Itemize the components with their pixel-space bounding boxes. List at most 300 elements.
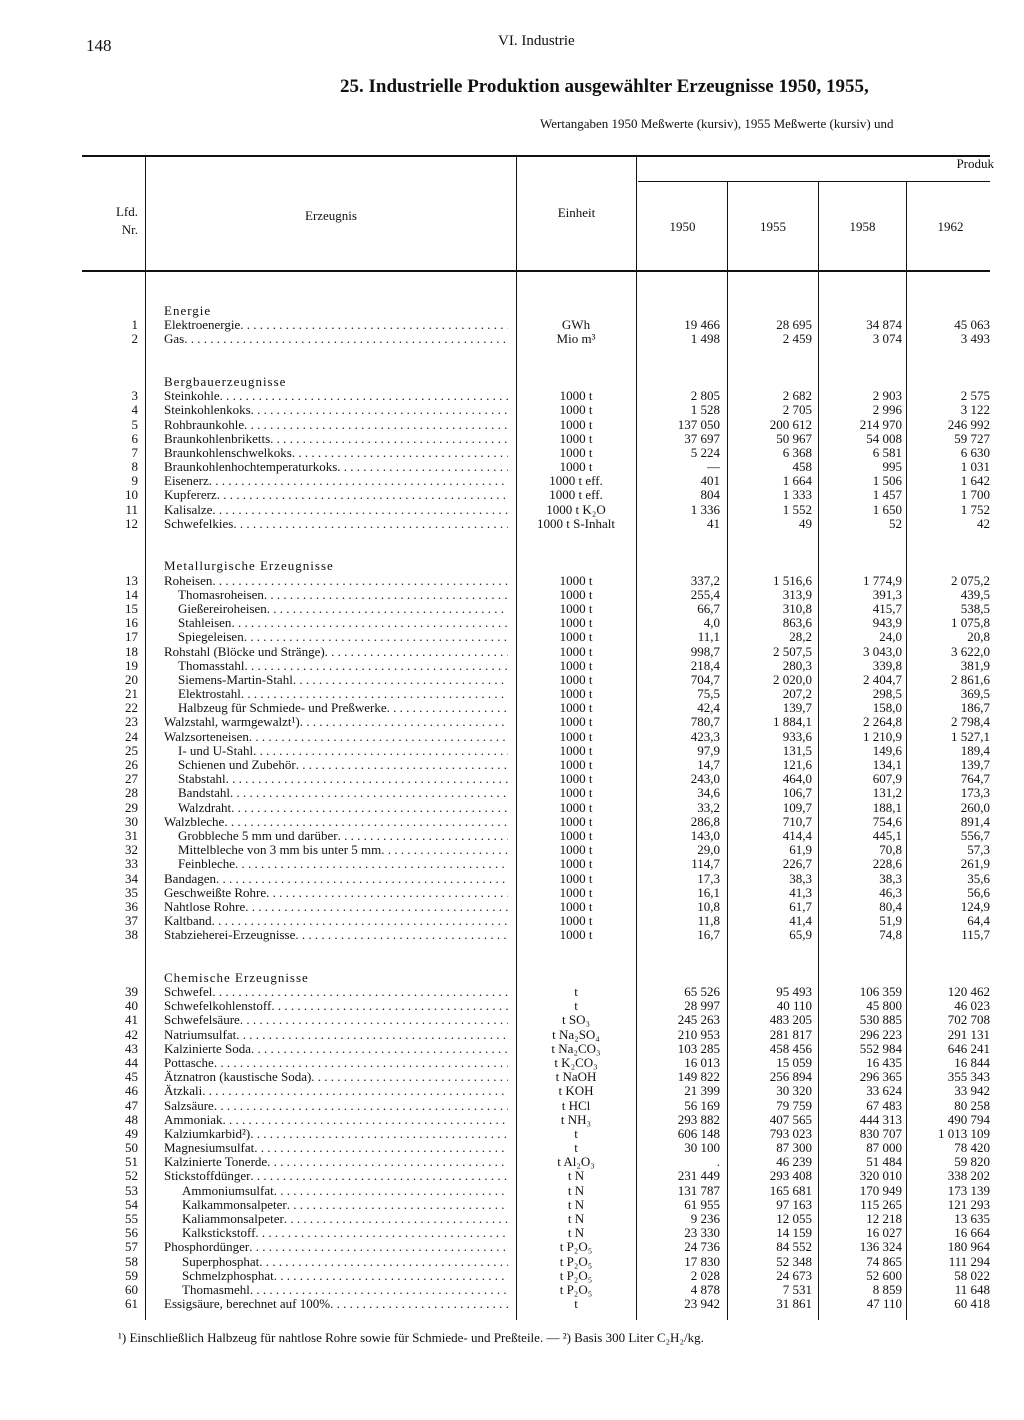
value-cell-1958: 444 313 [859,1112,902,1127]
dot-leader [235,857,508,871]
product-label: Steinkohle [164,389,220,404]
value-cell-1950: 75,5 [697,687,720,702]
value-cell-1958: 131,2 [872,786,902,801]
row-number: 16 [125,616,138,631]
product-name [164,588,508,602]
product-name [164,928,508,942]
unit-cell: 1000 t [559,616,593,631]
unit-cell: t P₂O₅ [559,1240,593,1255]
value-cell-1955: 1 664 [782,474,812,489]
unit-cell: t N [567,1212,585,1226]
product-label: Ammoniumsulfat [182,1183,274,1198]
row-number: 24 [125,729,138,744]
table-subtitle: Wertangaben 1950 Meßwerte (kursiv), 1955 Meßwerte (kursiv) und [540,116,894,131]
product-name [164,602,508,616]
value-cell-1958: 34 874 [866,318,902,333]
value-cell-1950: 41 [707,516,720,531]
product-label: Schmelzphosphat [182,1268,274,1283]
row-number: 26 [125,758,138,772]
product-label: Gießereiroheisen [178,601,267,616]
value-cell-1962: 33 942 [954,1084,990,1099]
product-label: Ammoniak [164,1112,223,1127]
row-number: 47 [125,1098,138,1113]
unit-cell: 1000 t [559,445,593,460]
value-cell-1950: 24 736 [684,1240,720,1255]
value-cell-1950: 23 330 [684,1226,720,1241]
dot-leader [296,758,508,772]
value-cell-1955: 65,9 [789,928,812,943]
value-cell-1950: 114,7 [691,857,720,872]
spacer-row [86,957,138,971]
product-name [164,1127,508,1141]
value-cell-1958: 3 074 [872,332,902,347]
value-cell-1962: 60 418 [954,1297,990,1312]
value-cell-1958: 1 506 [872,474,902,489]
value-cell-1962: 1 642 [960,474,990,489]
row-number: 61 [125,1297,138,1312]
dot-leader [259,1255,508,1269]
value-cell-1958: 115 265 [860,1197,902,1212]
product-name [164,843,508,857]
unit-cell: 1000 t [559,601,593,616]
product-label: Roheisen [164,573,213,588]
unit-cell: 1000 t [559,431,593,446]
product-label: Mittelbleche von 3 mm bis unter 5 mm [178,843,382,858]
value-cell-1958: 16 435 [866,1055,902,1070]
product-label: Kalkstickstoff [182,1226,256,1241]
product-name [164,701,508,715]
value-cell-1962: 3 622,0 [951,644,990,659]
product-label: Phosphordünger [164,1240,250,1255]
unit-cell: 1000 t [559,630,593,645]
value-cell-1950: 401 [700,474,720,489]
product-name [164,1198,508,1212]
product-label: Natriumsulfat [164,1027,237,1042]
value-cell-1955: 293 408 [769,1169,812,1184]
value-cell-1962: 3 493 [960,332,990,347]
value-cell-1955: 710,7 [782,814,812,829]
value-cell-1962: 1 752 [960,502,990,517]
product-label: Halbzeug für Schmiede- und Preßwerke [178,701,387,716]
row-number: 39 [125,985,138,999]
dot-leader [244,418,508,432]
dot-leader [224,815,508,829]
product-name [164,715,508,729]
unit-cell: 1000 t [559,871,593,886]
value-cell-1950: 33,2 [697,800,720,815]
unit-cell: 1000 t [559,701,593,716]
spacer-row [520,942,632,956]
value-cell-1955: 79 759 [776,1098,812,1113]
value-cell-1962: 2 575 [960,389,990,404]
product-name [164,659,508,673]
unit-cell: t NaOH [555,1070,597,1085]
value-cell-1955: 28,2 [789,630,812,645]
unit-cell: 1000 t [559,772,593,787]
value-cell-1962: 173,3 [960,786,990,801]
product-label: Nahtlose Rohre [164,899,246,914]
unit-cell: t Al₂O₃ [557,1155,595,1170]
unit-cell: 1000 t [559,843,593,858]
value-cell-1962: 189,4 [960,743,990,758]
row-number: 5 [131,417,138,432]
value-cell-1962: 439,5 [960,587,990,602]
product-label: Kalzinierte Soda [164,1041,251,1056]
row-number: 12 [125,516,138,531]
dot-leader [214,1099,508,1113]
value-cell-1950: 998,7 [690,644,720,659]
dot-leader [212,503,508,517]
value-cell-1962: 56,6 [967,885,990,900]
dot-leader [244,630,508,644]
dot-leader [311,1070,508,1084]
value-cell-1958: 33 624 [866,1084,902,1099]
value-cell-1958: 320 010 [859,1169,902,1184]
value-cell-1958: 214 970 [859,417,902,432]
value-cell-1962: 80 258 [954,1098,990,1113]
unit-cell: 1000 t [559,914,593,929]
spacer-row [520,361,632,375]
value-cell-1955: 1 333 [782,488,812,503]
product-name [164,999,508,1013]
product-label: Bandstahl [178,786,230,801]
unit-cell: 1000 t S-Inhalt [537,516,615,531]
spacer-row [520,347,632,361]
value-cell-1955: 97 163 [776,1197,812,1212]
value-cell-1950: 780,7 [690,715,720,730]
row-number: 15 [125,601,138,616]
unit-cell: 1000 t K₂O [546,502,606,517]
unit-cell: 1000 t [559,828,593,843]
value-cell-1958: 339,8 [872,658,902,673]
value-cell-1950: 16,1 [697,885,720,900]
product-label: I- und U-Stahl [178,743,254,758]
product-name [164,1070,508,1084]
product-name [164,488,508,502]
value-cell-1962: 260,0 [960,800,990,815]
value-cell-1962: 2 798,4 [951,715,990,730]
product-label: Walzstahl, warmgewalzt¹) [164,715,300,730]
value-cell-1958: 296 365 [859,1070,902,1085]
product-name [164,1099,508,1113]
value-cell-1950: 97,9 [697,743,720,758]
value-cell-1950: 804 [700,488,720,503]
value-cell-1955: 2 705 [782,403,812,418]
value-cell-1962: 381,9 [960,658,990,673]
spacer-row [640,361,720,375]
dot-leader [249,730,508,744]
value-cell-1950: 231 449 [677,1169,720,1184]
unit-cell: 1000 t [559,899,593,914]
product-label: Rohbraunkohle [164,417,245,432]
product-label: Schwefelkohlenstoff [164,999,272,1014]
value-cell-1962: 1 031 [960,460,990,475]
unit-cell: GWh [561,318,591,333]
dot-leader [267,1155,508,1169]
value-cell-1962: 64,4 [967,914,990,929]
value-cell-1958: 51 484 [866,1155,902,1170]
dot-leader [212,914,508,928]
value-cell-1958: 2 996 [872,403,902,418]
value-cell-1962: 246 992 [947,417,990,432]
value-cell-1962: 186,7 [960,701,990,716]
value-cell-1958: 47 110 [866,1297,902,1312]
product-name [164,772,508,786]
dot-leader [253,744,508,758]
spacer-row [640,545,720,559]
unit-cell: t N [567,1183,585,1198]
value-cell-1958: 995 [882,460,902,475]
section-spacer [910,375,990,389]
row-number: 11 [125,502,138,517]
product-name [164,872,508,886]
product-label: Kaliammonsalpeter [182,1212,284,1226]
product-label: Stabzieherei-Erzeugnisse [164,928,296,943]
section-spacer [910,304,990,318]
value-cell-1958: 149,6 [872,743,902,758]
product-name [164,1042,508,1056]
value-cell-1950: 16,7 [697,928,720,943]
row-number: 17 [125,630,138,645]
value-cell-1958: 530 885 [859,1013,902,1028]
value-cell-1958: 754,6 [872,814,902,829]
value-cell-1958: 3 043,0 [863,644,902,659]
product-name [164,446,508,460]
product-name [164,460,508,474]
product-label: Kalkammonsalpeter [182,1197,287,1212]
product-label: Ätznatron (kaustische Soda) [164,1070,312,1085]
unit-cell: t SO₃ [561,1013,590,1028]
value-cell-1950: 1 336 [690,502,720,517]
unit-cell: 1000 t [559,800,593,815]
value-cell-1962: 291 131 [947,1027,990,1042]
value-cell-1950: 1 528 [690,403,720,418]
row-number: 3 [131,389,138,404]
unit-cell: t [574,999,578,1014]
value-cell-1950: — [707,460,720,475]
value-cell-1950: 243,0 [690,772,720,787]
product-label: Stahleisen [178,616,232,631]
dot-leader [231,616,508,630]
row-number: 33 [125,857,138,872]
dot-leader [267,602,508,616]
value-cell-1950: 149 822 [677,1070,720,1085]
product-label: Siemens-Martin-Stahl [178,672,293,687]
product-name [164,1269,508,1283]
value-cell-1962: 57,3 [967,843,990,858]
section-spacer [520,971,632,985]
section-spacer [822,559,902,573]
unit-cell: 1000 t [559,786,593,801]
product-label: Spiegeleisen [178,630,244,645]
unit-cell: t N [567,1226,585,1241]
dot-leader [244,659,508,673]
product-name [164,1113,508,1127]
value-cell-1955: 131,5 [782,743,812,758]
value-cell-1962: 121 293 [947,1197,990,1212]
spacer-row [732,347,812,361]
value-cell-1958: 552 984 [859,1041,902,1056]
product-label: Pottasche [164,1055,214,1070]
unit-cell: t KOH [558,1084,594,1099]
value-cell-1950: 56 169 [684,1098,720,1113]
value-cell-1950: 37 697 [684,431,720,446]
value-cell-1950: 14,7 [697,758,720,772]
value-cell-1955: 139,7 [782,701,812,716]
dot-leader [325,645,508,659]
spacer-row [822,957,902,971]
value-cell-1955: 30 320 [776,1084,812,1099]
value-cell-1950: 10,8 [697,899,720,914]
unit-cell: 1000 t [559,389,593,404]
unit-cell: t HCl [561,1098,591,1113]
spacer-row [732,531,812,545]
value-cell-1962: 20,8 [967,630,990,645]
product-name [164,1169,508,1183]
column-rule-einheit [636,157,637,1320]
spacer-row [640,531,720,545]
value-cell-1950: 255,4 [690,587,720,602]
value-cell-1955: 2 459 [782,332,812,347]
value-cell-1950: 4,0 [703,616,720,631]
value-cell-1955: 933,6 [782,729,812,744]
dot-leader [293,673,508,687]
value-cell-1955: 95 493 [776,985,812,999]
product-name [164,1056,508,1070]
value-cell-1958: 298,5 [872,687,902,702]
value-cell-1962: 1 075,8 [951,616,990,631]
row-number: 49 [125,1126,138,1141]
spacer-row [910,545,990,559]
value-cell-1958: 830 707 [859,1126,902,1141]
value-cell-1962: 46 023 [954,999,990,1014]
spacer-row [910,361,990,375]
value-cell-1955: 407 565 [769,1112,812,1127]
dot-leader [202,1084,508,1098]
header-lfd: Lfd. [115,204,138,219]
value-cell-1950: 34,6 [697,786,720,801]
value-cell-1958: 170 949 [859,1183,902,1198]
value-cell-1958: 38,3 [879,871,902,886]
spacer-row [520,545,632,559]
product-name [164,432,508,446]
value-cell-1950: 1 498 [690,332,720,347]
row-number: 35 [125,885,138,900]
row-number: 2 [131,332,138,347]
value-cell-1958: 1 210,9 [863,729,902,744]
value-cell-1955: 24 673 [776,1268,812,1283]
value-cell-1950: 19 466 [684,318,720,333]
column-1962 [910,304,990,1311]
product-name [164,403,508,417]
value-cell-1950: 131 787 [677,1183,720,1198]
value-cell-1958: 134,1 [872,758,902,772]
spacer-row [732,957,812,971]
product-name [164,1297,508,1311]
unit-cell: 1000 t [559,857,593,872]
value-cell-1962: 16 664 [954,1226,990,1241]
header-year-1958: 1958 [849,219,876,234]
column-rule-lfd [145,157,146,1320]
row-number: 50 [125,1141,138,1156]
row-number: 29 [125,800,138,815]
value-cell-1958: 2 404,7 [863,672,902,687]
section-spacer [86,375,138,389]
value-cell-1955: 2 507,5 [773,644,812,659]
value-cell-1955: 15 059 [776,1055,812,1070]
product-label: Gas [164,332,185,347]
value-cell-1962: 1 527,1 [951,729,990,744]
row-number: 44 [125,1055,138,1070]
section-spacer [910,971,990,985]
value-cell-1950: 16 013 [684,1055,720,1070]
value-cell-1958: 80,4 [879,899,902,914]
value-cell-1955: 280,3 [782,658,812,673]
row-number: 58 [125,1254,138,1269]
dot-leader [240,318,508,332]
value-cell-1955: 12 055 [776,1212,812,1226]
product-name [164,815,508,829]
product-name [164,900,508,914]
row-number: 1 [131,318,138,333]
value-cell-1955: 1 552 [782,502,812,517]
value-cell-1955: 458 456 [769,1041,812,1056]
dot-leader [209,474,508,488]
page-number: 148 [86,36,112,55]
row-number: 36 [125,899,138,914]
row-number: 18 [125,644,138,659]
row-number: 25 [125,743,138,758]
spacer-row [164,531,508,545]
value-cell-1955: 483 205 [769,1013,812,1028]
value-cell-1962: 59 820 [954,1155,990,1170]
value-cell-1958: 12 218 [866,1212,902,1226]
unit-cell: 1000 t [559,743,593,758]
value-cell-1955: 14 159 [776,1226,812,1241]
value-cell-1950: 29,0 [697,843,720,858]
dot-leader [264,588,508,602]
value-cell-1955: 207,2 [782,687,812,702]
dot-leader [387,701,508,715]
value-cell-1950: 17 830 [684,1254,720,1269]
section-heading: Chemische Erzeugnisse [164,970,309,985]
section-spacer [822,971,902,985]
chapter-heading: VI. Industrie [498,33,575,49]
value-cell-1958: 228,6 [872,857,902,872]
value-cell-1955: 165 681 [769,1183,812,1198]
spacer-row [732,545,812,559]
row-number: 55 [125,1212,138,1226]
product-label: Kalzinierte Tonerde [164,1155,268,1170]
value-cell-1958: 24,0 [879,630,902,645]
product-label: Superphosphat [182,1254,260,1269]
product-name [164,630,508,644]
row-number: 60 [125,1282,138,1297]
product-label: Schwefelsäure [164,1013,240,1028]
value-cell-1955: 863,6 [782,616,812,631]
row-number: 19 [125,658,138,673]
dot-leader [270,432,508,446]
section-spacer [520,559,632,573]
unit-cell: 1000 t [559,814,593,829]
product-name [164,673,508,687]
unit-cell: 1000 t [559,928,593,943]
row-number: 37 [125,914,138,929]
product-name [164,418,508,432]
product-label: Stickstoffdünger [164,1169,251,1184]
value-cell-1950: 704,7 [690,672,720,687]
row-number: 40 [125,999,138,1014]
